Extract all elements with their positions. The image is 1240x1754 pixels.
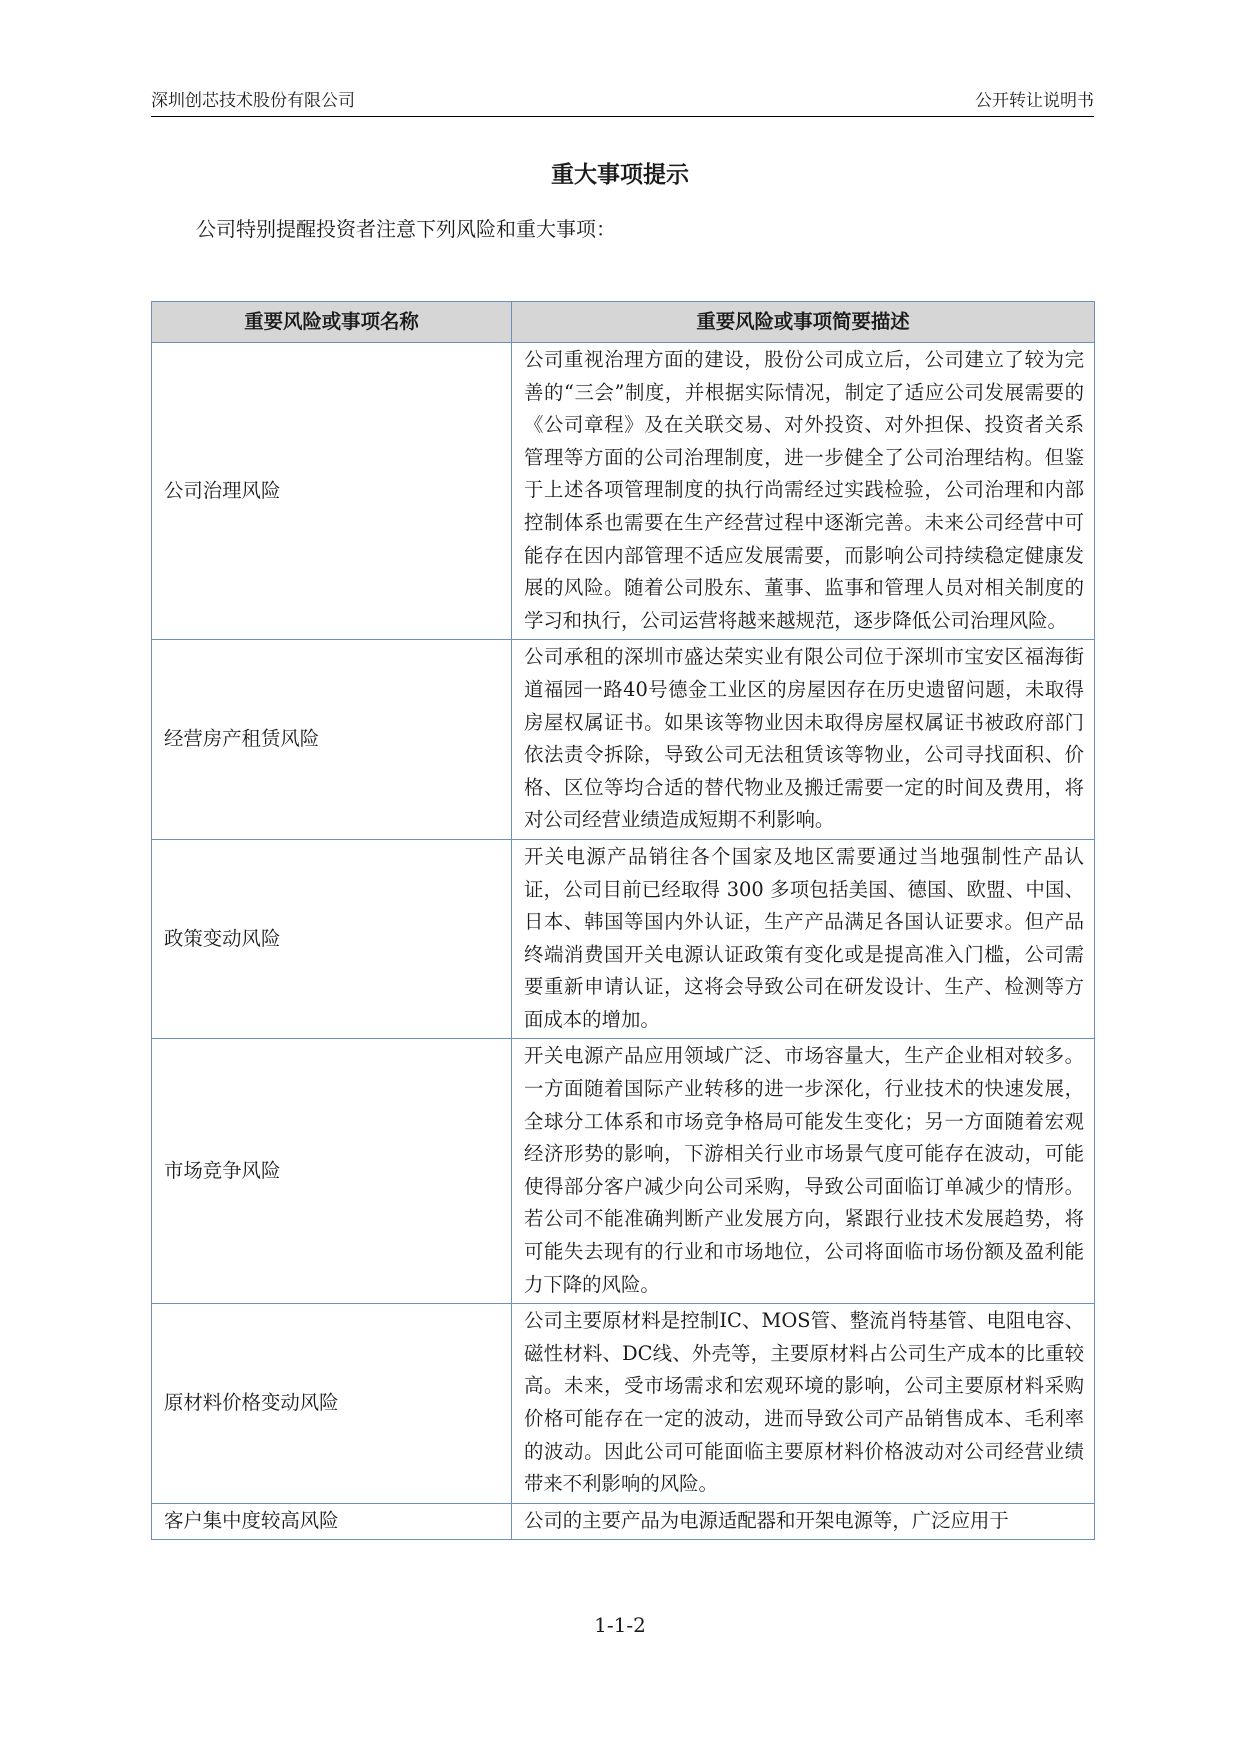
header-company-name: 深圳创芯技术股份有限公司 <box>151 91 355 111</box>
risk-name: 客户集中度较高风险 <box>152 1503 512 1540</box>
table-row <box>152 1304 1095 1504</box>
intro-paragraph: 公司特别提醒投资者注意下列风险和重大事项： <box>196 217 616 241</box>
risk-description: 开关电源产品销往各个国家及地区需要通过当地强制性产品认证，公司目前已经取得 300 多项包括美国、德国、欧盟、中国、日本、韩国等国内外认证，生产产品满足各国认证要求。但产品终端消费国开关电源认证政策有变化或是提高准入门槛，公司需要重新申请认证，这将会导致公司在研发设计、生产、检测等方面成本的增加。 <box>512 839 1095 1039</box>
risk-name: 公司治理风险 <box>152 343 512 640</box>
header-divider <box>151 116 1094 117</box>
risk-name: 政策变动风险 <box>152 839 512 1039</box>
table-row <box>152 640 1095 840</box>
risk-table <box>151 301 1095 1540</box>
table-row <box>152 839 1095 1039</box>
risk-name: 市场竞争风险 <box>152 1039 512 1304</box>
page-header <box>151 88 1094 114</box>
risk-description: 公司的主要产品为电源适配器和开架电源等，广泛应用于 <box>512 1503 1095 1540</box>
table-row <box>152 1503 1095 1540</box>
risk-name: 原材料价格变动风险 <box>152 1304 512 1504</box>
risk-description: 公司重视治理方面的建设，股份公司成立后，公司建立了较为完善的“三会”制度，并根据实际情况，制定了适应公司发展需要的《公司章程》及在关联交易、对外投资、对外担保、投资者关系管理等方面的公司治理制度，进一步健全了公司治理结构。但鉴于上述各项管理制度的执行尚需经过实践检验，公司治理和内部控制体系也需要在生产经营过程中逐渐完善。未来公司经营中可能存在因内部管理不适应发展需要，而影响公司持续稳定健康发展的风险。随着公司股东、董事、监事和管理人员对相关制度的学习和执行，公司运营将越来越规范，逐步降低公司治理风险。 <box>512 343 1095 640</box>
risk-description: 开关电源产品应用领域广泛、市场容量大，生产企业相对较多。一方面随着国际产业转移的进一步深化，行业技术的快速发展，全球分工体系和市场竞争格局可能发生变化；另一方面随着宏观经济形势的影响，下游相关行业市场景气度可能存在波动，可能使得部分客户减少向公司采购，导致公司面临订单减少的情形。若公司不能准确判断产业发展方向，紧跟行业技术发展趋势，将可能失去现有的行业和市场地位，公司将面临市场份额及盈利能力下降的风险。 <box>512 1039 1095 1304</box>
table-row <box>152 343 1095 640</box>
table-header-row <box>152 302 1095 343</box>
table-row <box>152 1039 1095 1304</box>
page-number: 1-1-2 <box>594 1613 646 1637</box>
header-document-type: 公开转让说明书 <box>975 91 1094 111</box>
risk-name: 经营房产租赁风险 <box>152 640 512 840</box>
column-header-name: 重要风险或事项名称 <box>152 302 512 343</box>
column-header-description: 重要风险或事项简要描述 <box>512 302 1095 343</box>
risk-description: 公司承租的深圳市盛达荣实业有限公司位于深圳市宝安区福海街道福园一路40号德金工业区的房屋因存在历史遗留问题，未取得房屋权属证书。如果该等物业因未取得房屋权属证书被政府部门依法责令拆除，导致公司无法租赁该等物业，公司寻找面积、价格、区位等均合适的替代物业及搬迁需要一定的时间及费用，将对公司经营业绩造成短期不利影响。 <box>512 640 1095 840</box>
risk-description: 公司主要原材料是控制IC、MOS管、整流肖特基管、电阻电容、磁性材料、DC线、外壳等，主要原材料占公司生产成本的比重较高。未来，受市场需求和宏观环境的影响，公司主要原材料采购价格可能存在一定的波动，进而导致公司产品销售成本、毛利率的波动。因此公司可能面临主要原材料价格波动对公司经营业绩带来不利影响的风险。 <box>512 1304 1095 1504</box>
page-title: 重大事项提示 <box>551 161 689 188</box>
